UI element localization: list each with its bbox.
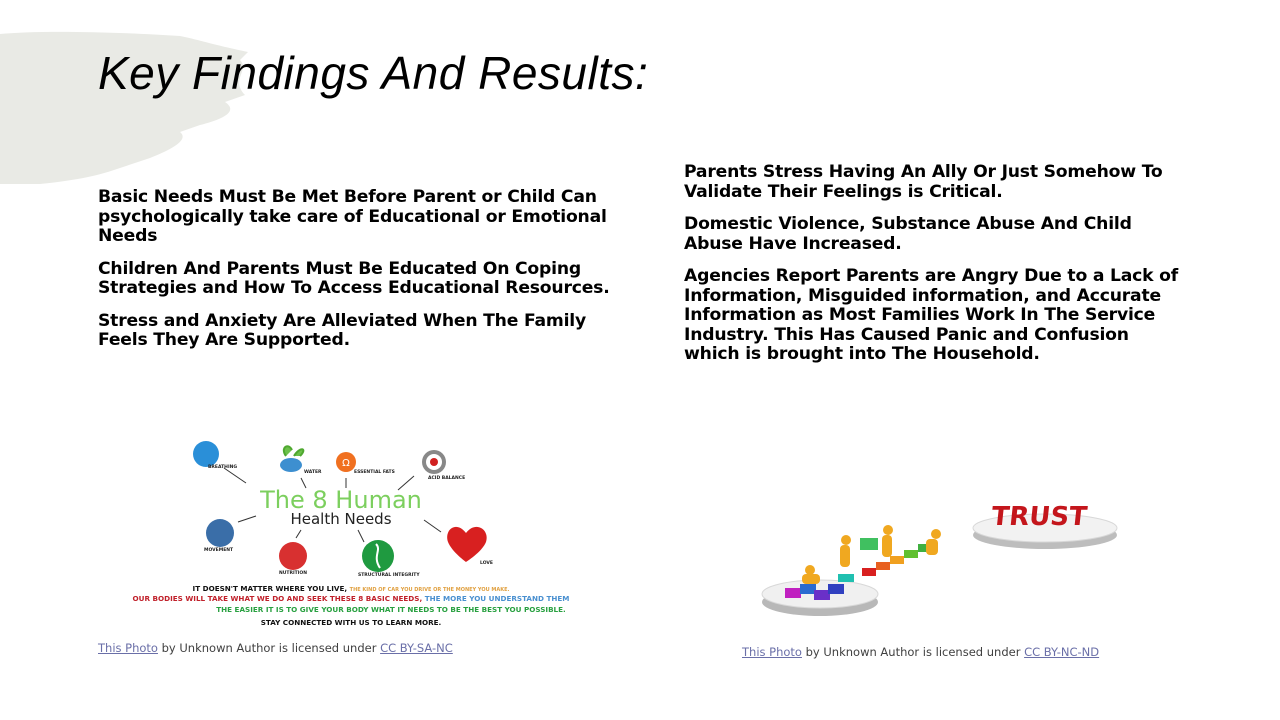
svg-text:NUTRITION: NUTRITION — [279, 571, 307, 576]
left-license-link[interactable]: CC BY-SA-NC — [380, 641, 453, 655]
right-photo-link[interactable]: This Photo — [742, 645, 802, 659]
left-image-caption: This Photo by Unknown Author is licensed under CC BY-SA-NC — [98, 641, 453, 655]
nutrition-icon — [279, 542, 307, 570]
left-photo-link[interactable]: This Photo — [98, 641, 158, 655]
love-heart-icon — [447, 527, 486, 562]
health-message-line-3: THE EASIER IT IS TO GIVE YOUR BODY WHAT IT NEEDS TO BE THE BEST YOU POSSIBLE. — [216, 605, 566, 614]
health-message-line-2: OUR BODIES WILL TAKE WHAT WE DO AND SEEK THESE 8 BASIC NEEDS, THE MORE YOU UNDERSTAND THEM — [132, 594, 570, 603]
svg-text:MOVEMENT: MOVEMENT — [204, 548, 234, 553]
finding-coping-strategies: Children And Parents Must Be Educated On Coping Strategies and How To Access Educational Resources. — [98, 258, 610, 298]
water-icon — [280, 458, 302, 472]
svg-text:LOVE: LOVE — [480, 561, 493, 566]
trust-graphic — [750, 490, 1140, 630]
finding-stress-alleviated: Stress and Anxiety Are Alleviated When The Family Feels They Are Supported. — [98, 310, 586, 350]
trust-image — [750, 490, 1140, 630]
svg-text:BREATHING: BREATHING — [208, 465, 238, 470]
left-findings-column — [98, 188, 618, 364]
health-message-line-1: IT DOESN'T MATTER WHERE YOU LIVE, THE KIND OF CAR YOU DRIVE OR THE MONEY YOU MAKE. — [192, 584, 510, 593]
right-findings-column — [684, 163, 1184, 378]
svg-text:Ω: Ω — [342, 458, 350, 469]
svg-text:WATER: WATER — [304, 470, 322, 475]
finding-violence-increased: Domestic Violence, Substance Abuse And Child Abuse Have Increased. — [684, 214, 1132, 254]
svg-text:ESSENTIAL FATS: ESSENTIAL FATS — [354, 470, 395, 475]
finding-agencies-report: Agencies Report Parents are Angry Due to a Lack of Information, Misguided information, and Accurate Information as Most Families Work In The Service Industry. This Has Caused Panic and Confusion which is brought into The Household. — [684, 266, 1179, 364]
breathing-icon — [193, 441, 219, 467]
svg-text:STRUCTURAL INTEGRITY: STRUCTURAL INTEGRITY — [358, 573, 420, 578]
slide-title: Key Findings And Results: — [98, 47, 649, 99]
svg-text:Health Needs: Health Needs — [290, 510, 392, 528]
svg-text:TRUST: TRUST — [989, 502, 1089, 532]
movement-icon — [206, 519, 234, 547]
svg-text:The 8 Human: The 8 Human — [260, 486, 422, 514]
health-message-line-4: STAY CONNECTED WITH US TO LEARN MORE. — [260, 618, 442, 627]
structural-integrity-icon — [362, 540, 394, 572]
health-needs-image — [96, 438, 606, 638]
right-image-caption: This Photo by Unknown Author is licensed under CC BY-NC-ND — [742, 645, 1100, 659]
svg-text:ACID BALANCE: ACID BALANCE — [428, 476, 466, 481]
right-license-link[interactable]: CC BY-NC-ND — [1024, 645, 1100, 659]
finding-basic-needs: Basic Needs Must Be Met Before Parent or Child Can psychologically take care of Educational or Emotional Needs — [98, 187, 607, 246]
finding-ally: Parents Stress Having An Ally Or Just Somehow To Validate Their Feelings is Critical. — [684, 162, 1163, 202]
